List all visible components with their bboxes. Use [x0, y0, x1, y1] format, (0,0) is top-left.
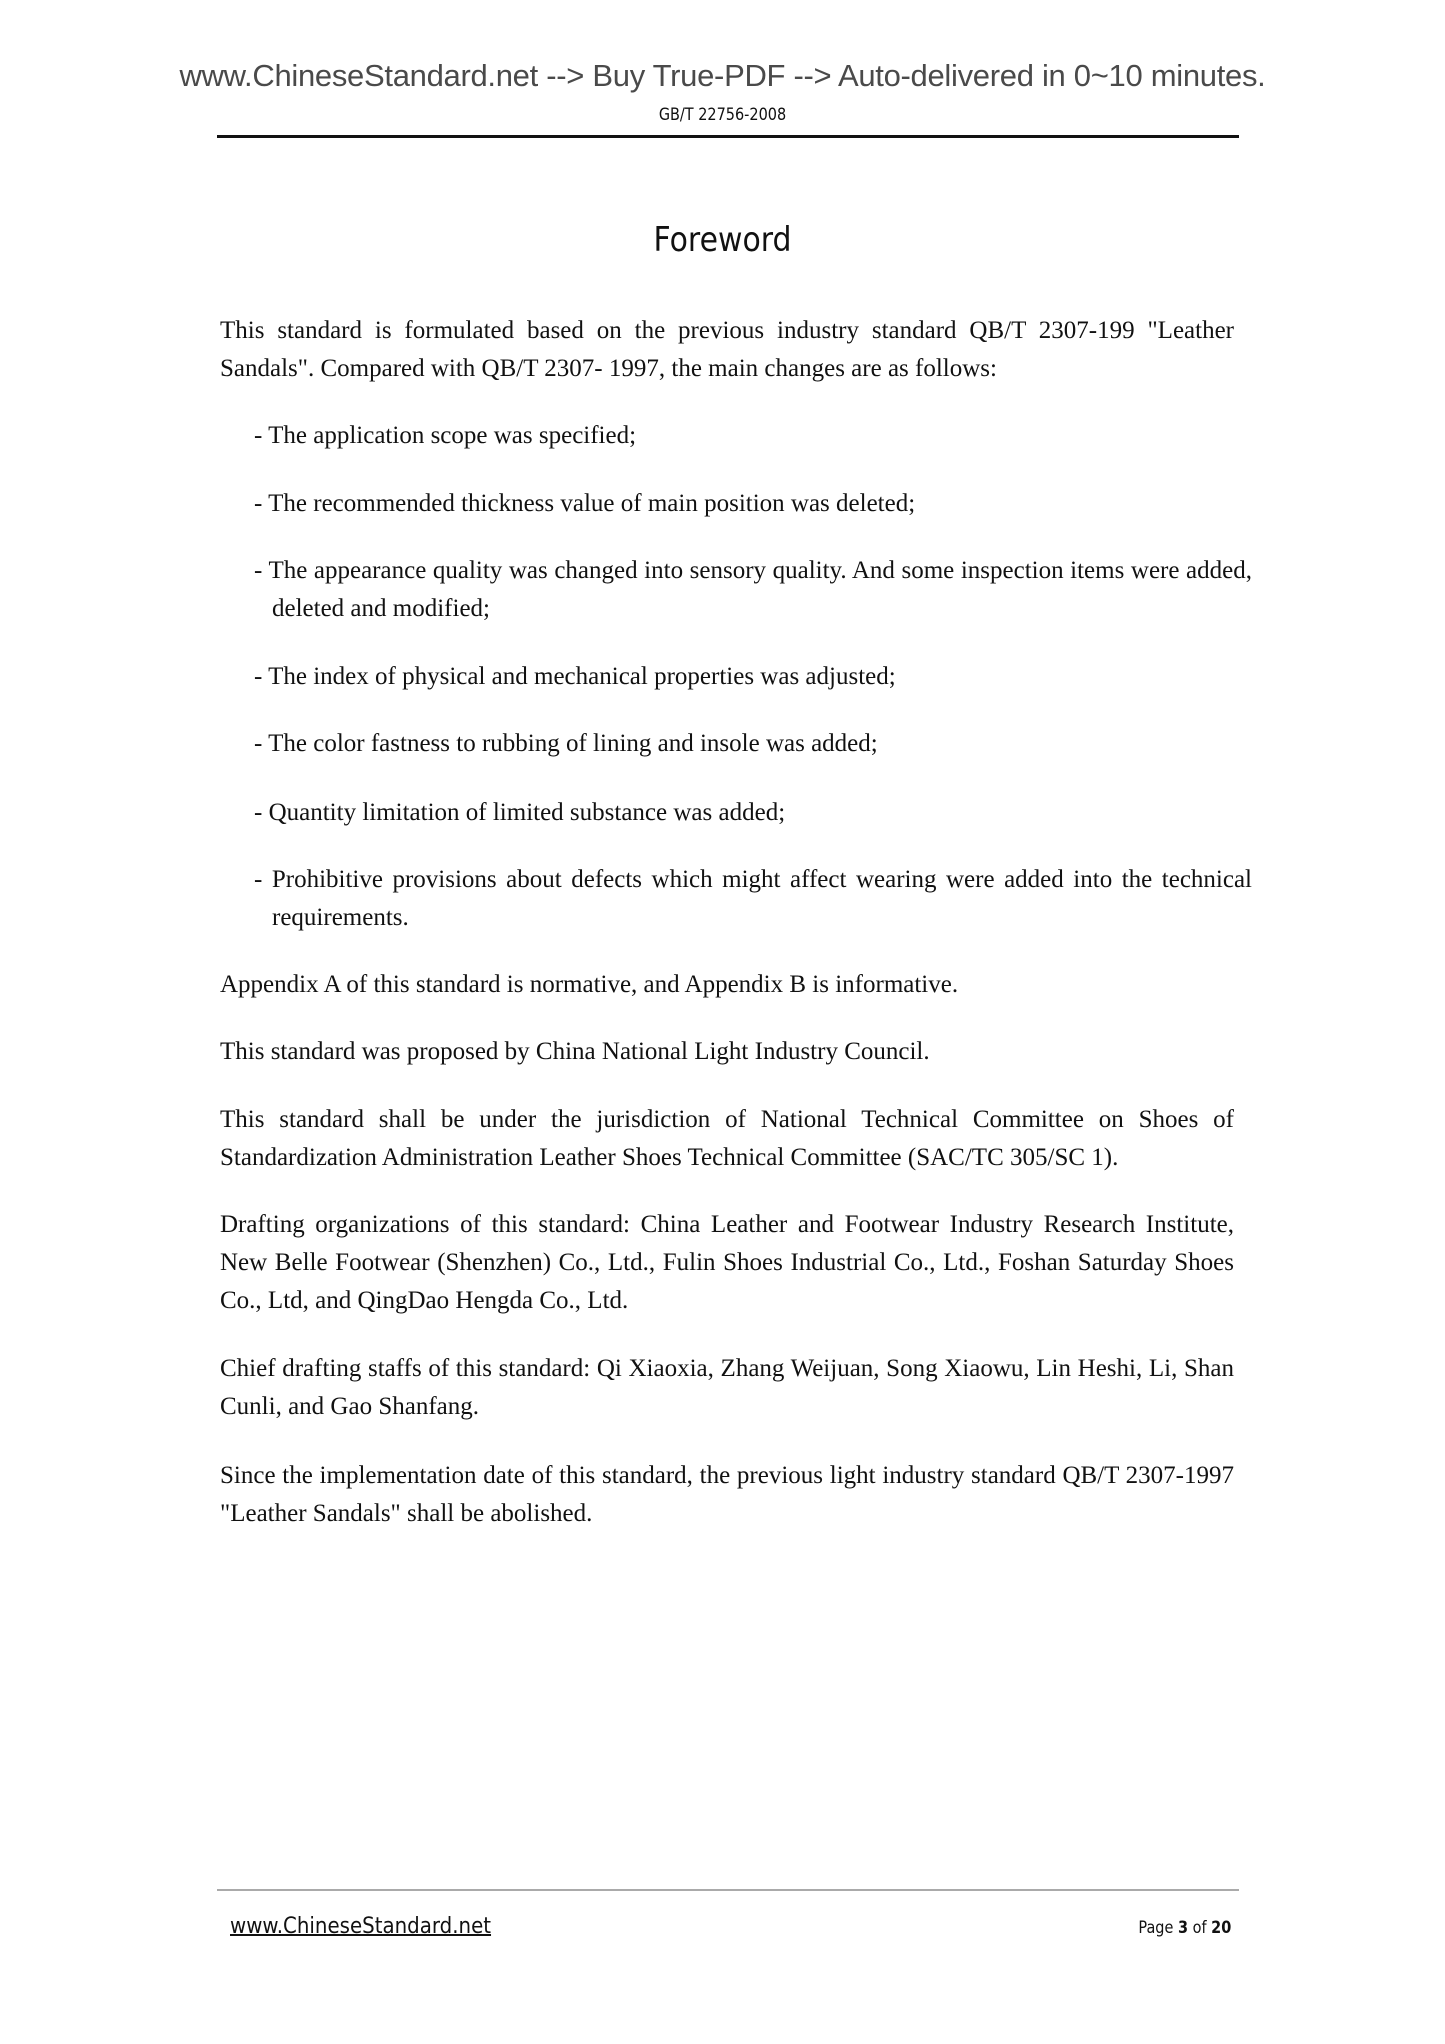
standard-number: GB/T 22756-2008	[658, 105, 787, 125]
jurisdiction-paragraph: This standard shall be under the jurisdiction of National Technical Committee on Shoes of Standardization Administration Leather Shoes Technical Committee (SAC/TC 305/SC 1).	[220, 1106, 1234, 1171]
change-item: - The color fastness to rubbing of lining and insole was added;	[254, 730, 878, 757]
page-number	[1138, 1918, 1231, 1938]
header-divider	[217, 135, 1239, 138]
change-item: - The recommended thickness value of main position was deleted;	[254, 490, 916, 517]
footer-divider	[217, 1889, 1239, 1891]
abolished-paragraph: Since the implementation date of this standard, the previous light industry standard QB/T 2307-1997 "Leather Sandals" shall be abolished.	[220, 1462, 1234, 1527]
change-item: - Prohibitive provisions about defects which might affect wearing were added into the technical requirements.	[254, 866, 1252, 931]
page-total: 20	[1210, 1918, 1231, 1938]
proposed-paragraph: This standard was proposed by China National Light Industry Council.	[220, 1038, 930, 1065]
of-word: of	[1192, 1918, 1207, 1938]
change-item: - The application scope was specified;	[254, 422, 637, 449]
chief-staff-paragraph: Chief drafting staffs of this standard: Qi Xiaoxia, Zhang Weijuan, Song Xiaowu, Lin Heshi, Li, Shan Cunli, and Gao Shanfang.	[220, 1355, 1234, 1420]
change-item: - The index of physical and mechanical properties was adjusted;	[254, 663, 896, 690]
footer-website-link[interactable]: www.ChineseStandard.net	[230, 1914, 492, 1939]
change-item: - Quantity limitation of limited substance was added;	[254, 799, 786, 826]
page-current: 3	[1177, 1918, 1188, 1938]
watermark-banner: www.ChineseStandard.net --> Buy True-PDF --> Auto-delivered in 0~10 minutes.	[179, 58, 1266, 93]
page-word: Page	[1138, 1918, 1174, 1938]
appendix-paragraph: Appendix A of this standard is normative, and Appendix B is informative.	[220, 971, 959, 998]
change-item: - The appearance quality was changed into sensory quality. And some inspection items were added, deleted and modified;	[254, 557, 1252, 622]
drafting-orgs-paragraph: Drafting organizations of this standard: China Leather and Footwear Industry Research Institute, New Belle Footwear (Shenzhen) Co., Ltd., Fulin Shoes Industrial Co., Ltd., Foshan Saturday Shoes Co., Ltd, and QingDao Hengda Co., Ltd.	[220, 1211, 1234, 1314]
intro-paragraph: This standard is formulated based on the previous industry standard QB/T 2307-199 "Leather Sandals". Compared with QB/T 2307- 1997, the main changes are as follows:	[220, 317, 1234, 382]
page-title: Foreword	[653, 220, 792, 260]
